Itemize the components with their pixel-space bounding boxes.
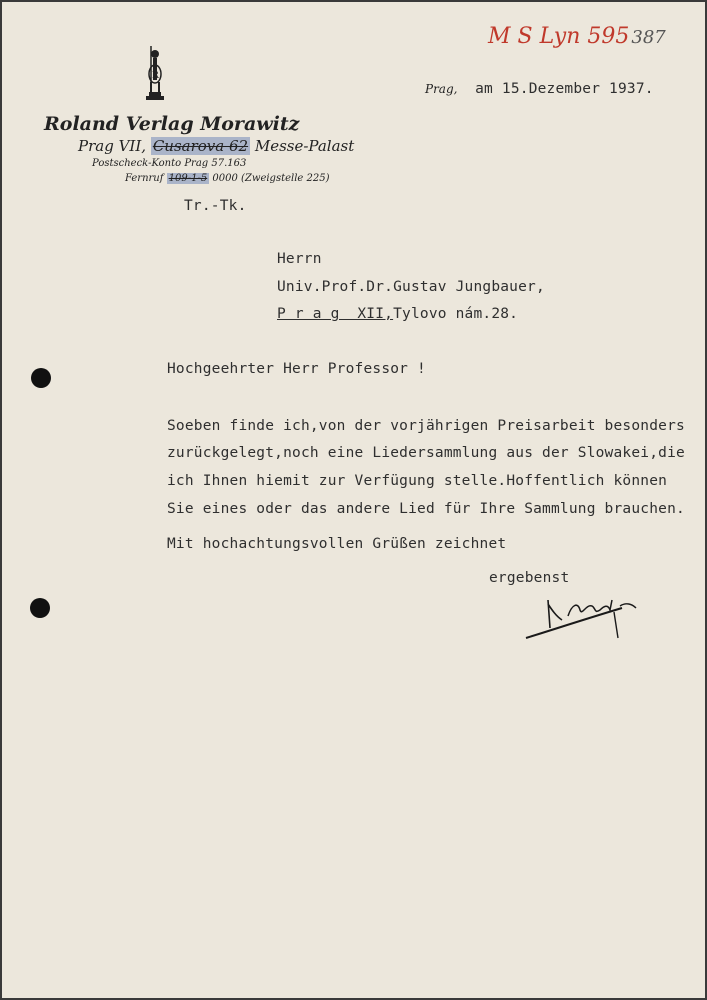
closing-line: Mit hochachtungsvollen Grüßen zeichnet: [167, 536, 507, 552]
date-place: Prag,: [425, 82, 458, 96]
address-prefix: Prag VII,: [78, 137, 147, 155]
body-line: Soeben finde ich,von der vorjährigen Preisarbeit besonders: [167, 418, 685, 434]
postscheck-line: Postscheck-Konto Prag 57.163: [92, 158, 247, 169]
recipient-city: P r a g XII,: [277, 306, 394, 322]
punch-hole-top: [31, 368, 51, 388]
date-text: am 15.Dezember 1937.: [475, 81, 654, 97]
phone-struck: 109-1-5: [168, 173, 208, 184]
address-new: Messe-Palast: [254, 137, 355, 155]
recipient-name: Univ.Prof.Dr.Gustav Jungbauer,: [277, 279, 545, 295]
recipient-address: [277, 306, 518, 322]
body-line: zurückgelegt,noch eine Liedersammlung aus der Slowakei,die: [167, 445, 685, 461]
date-line: [425, 78, 654, 97]
handwritten-signature: [522, 590, 642, 646]
reference-line: Tr.-Tk.: [184, 198, 247, 214]
recipient-street: Tylovo nám.28.: [393, 306, 519, 322]
archive-mark-main: M S Lyn 595: [488, 24, 630, 49]
phone-new: 0000 (Zweigstelle 225): [212, 173, 330, 184]
archive-mark-alt: 387: [631, 27, 666, 48]
body-line: ich Ihnen hiemit zur Verfügung stelle.Hoffentlich können: [167, 473, 668, 489]
company-name: Roland Verlag Morawitz: [44, 113, 300, 135]
knight-logo-icon: [140, 44, 170, 104]
phone-label: Fernruf: [125, 173, 164, 184]
recipient-herrn: Herrn: [277, 251, 322, 267]
phone-line: [125, 173, 330, 184]
punch-hole-bottom: [30, 598, 50, 618]
greeting: Hochgeehrter Herr Professor !: [167, 361, 426, 377]
company-address: [78, 137, 354, 155]
address-struck: Cusarova 62: [152, 137, 249, 155]
sign-off: ergebenst: [489, 570, 570, 586]
svg-text:R: R: [152, 71, 159, 81]
body-line: Sie eines oder das andere Lied für Ihre Sammlung brauchen.: [167, 501, 685, 517]
archive-mark: [488, 24, 666, 49]
